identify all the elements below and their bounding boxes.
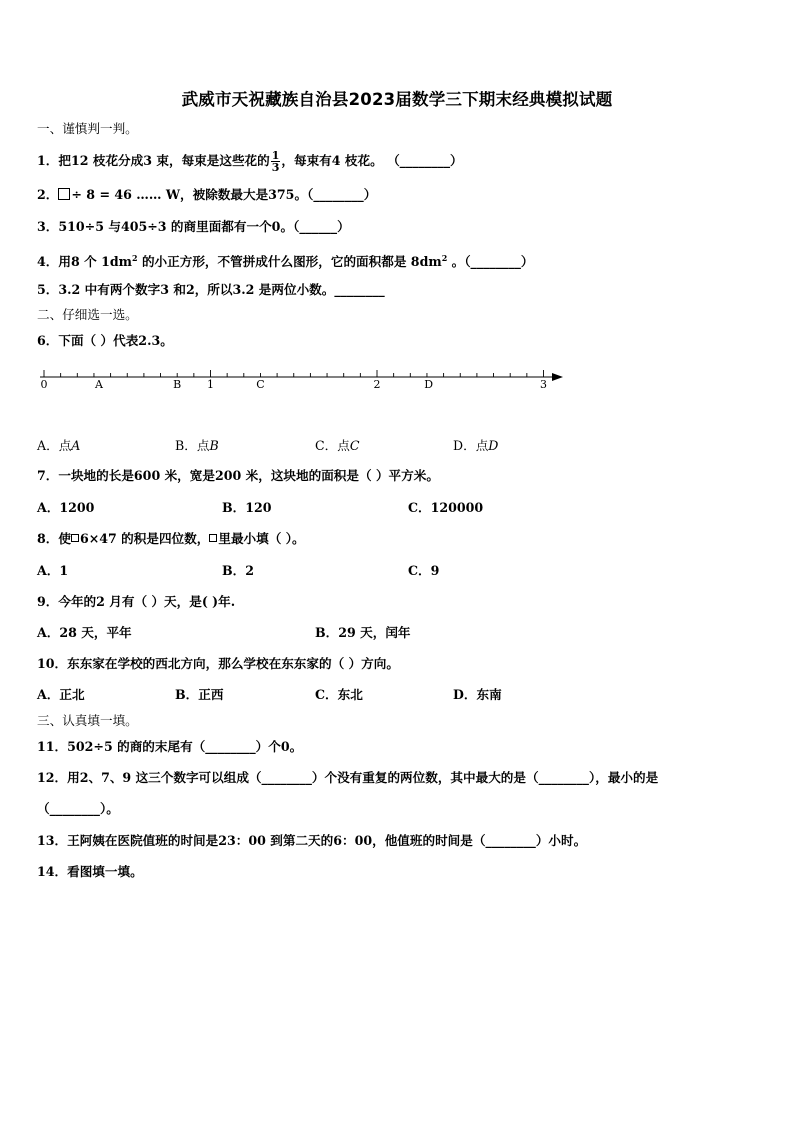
- q1-text-pre: 1．把12 枝花分成3 束，每束是这些花的: [37, 153, 270, 168]
- fraction-denominator: 3: [271, 161, 280, 174]
- q6-option-a[interactable]: [37, 437, 80, 455]
- small-box-icon: [209, 534, 217, 542]
- number-line-point-label: B: [173, 378, 182, 391]
- number-line-point-label: A: [94, 378, 103, 391]
- q4-text-mid: 的小正方形，不管拼成什么图形，它的面积都是 8dm: [137, 254, 442, 270]
- q8-text-post2: 里最小填（ ）。: [218, 531, 305, 546]
- q10-option-a[interactable]: A．正北: [37, 687, 85, 702]
- section-2-heading: 二、仔细选一选。: [37, 307, 138, 322]
- question-14: 14．看图填一填。: [37, 864, 143, 879]
- question-5: 5．3.2 中有两个数字3 和2，所以3.2 是两位小数。________: [37, 282, 385, 297]
- q10-option-b[interactable]: B．正西: [175, 687, 224, 702]
- q6-option-b-label: B．点: [175, 438, 210, 453]
- q1-text-post: ，每束有4 枝花。 （________）: [281, 153, 463, 168]
- q10-option-c[interactable]: C．东北: [315, 687, 363, 702]
- q10-option-d[interactable]: D．东南: [453, 687, 502, 702]
- section-3-heading: 三、认真填一填。: [37, 713, 138, 728]
- q2-text: ÷ 8 = 46 …… W，被除数最大是375。（________）: [71, 187, 377, 202]
- question-9: 9．今年的2 月有（ ）天，是( )年.: [37, 594, 236, 609]
- q9-option-b[interactable]: B．29 天，闰年: [315, 625, 411, 640]
- q8-text-pre: 8．使: [37, 531, 71, 546]
- q6-option-d-label: D．点: [453, 438, 489, 453]
- q8-option-a[interactable]: A．1: [37, 563, 69, 578]
- number-line-tick-label: 1: [207, 378, 214, 391]
- number-line-ticks: [44, 370, 544, 377]
- q6-option-a-label: A．点: [37, 438, 72, 453]
- section-1-heading: 一、谨慎判一判。: [37, 121, 138, 136]
- q4-sup1: 2: [131, 253, 138, 263]
- q4-text-post: 。（________）: [447, 254, 534, 270]
- number-line-arrow-icon: [552, 373, 563, 381]
- number-line-tick-label: 2: [373, 378, 381, 391]
- fraction-numerator: 1: [271, 149, 280, 162]
- q7-option-a[interactable]: A．1200: [37, 500, 95, 515]
- question-8: [37, 530, 305, 548]
- q4-text-pre: 4．用8 个 1dm: [37, 254, 132, 270]
- q6-option-c[interactable]: [315, 437, 359, 455]
- number-line-figure: [30, 356, 570, 392]
- small-box-icon: [71, 534, 79, 542]
- q6-option-c-label: C．点: [315, 438, 350, 453]
- number-line-labels: [41, 378, 548, 391]
- q7-option-c[interactable]: C．120000: [408, 500, 484, 515]
- question-1: [37, 150, 463, 173]
- q6-option-d-letter: D: [488, 438, 499, 453]
- q6-option-d[interactable]: [453, 437, 498, 455]
- question-4: [37, 249, 534, 271]
- number-line-point-label: C: [256, 378, 265, 391]
- question-7: 7．一块地的长是600 米，宽是200 米，这块地的面积是（ ）平方米。: [37, 468, 439, 483]
- q7-option-b[interactable]: B．120: [222, 500, 272, 515]
- question-12-line-1: 12．用2、7、9 这三个数字可以组成（________）个没有重复的两位数，其中最大的是（________），最小的是: [37, 770, 659, 785]
- number-line-tick-label: 0: [40, 378, 48, 391]
- page-title: 武威市天祝藏族自治县2023届数学三下期末经典模拟试题: [181, 90, 613, 109]
- blank-box-icon: [58, 188, 70, 200]
- question-11: 11．502÷5 的商的末尾有（________）个0。: [37, 739, 303, 754]
- fraction-one-third: [271, 150, 281, 173]
- question-3: 3．510÷5 与405÷3 的商里面都有一个0。（______）: [37, 219, 350, 234]
- q6-option-a-letter: A: [71, 438, 81, 453]
- q9-option-a[interactable]: A．28 天，平年: [37, 625, 132, 640]
- question-6: 6．下面（ ）代表2.3。: [37, 333, 173, 348]
- question-10: 10．东东家在学校的西北方向，那么学校在东东家的（ ）方向。: [37, 656, 399, 671]
- q4-sup2: 2: [441, 253, 448, 263]
- number-line-tick-label: 3: [540, 378, 547, 391]
- q6-option-b[interactable]: [175, 437, 219, 455]
- q8-option-c[interactable]: C．9: [408, 563, 440, 578]
- q8-text-post: 6×47 的积是四位数，: [79, 531, 210, 546]
- question-12-line-2: （________）。: [37, 801, 119, 816]
- q8-option-b[interactable]: B．2: [222, 563, 255, 578]
- q6-option-b-letter: B: [209, 438, 219, 453]
- question-2: 2． ÷ 8 = 46 …… W，被除数最大是375。（________）: [37, 187, 377, 202]
- number-line-point-label: D: [424, 378, 434, 391]
- q6-option-c-letter: C: [349, 438, 360, 453]
- question-13: 13．王阿姨在医院值班的时间是23：00 到第二天的6：00，他值班的时间是（________）小时。: [37, 833, 587, 848]
